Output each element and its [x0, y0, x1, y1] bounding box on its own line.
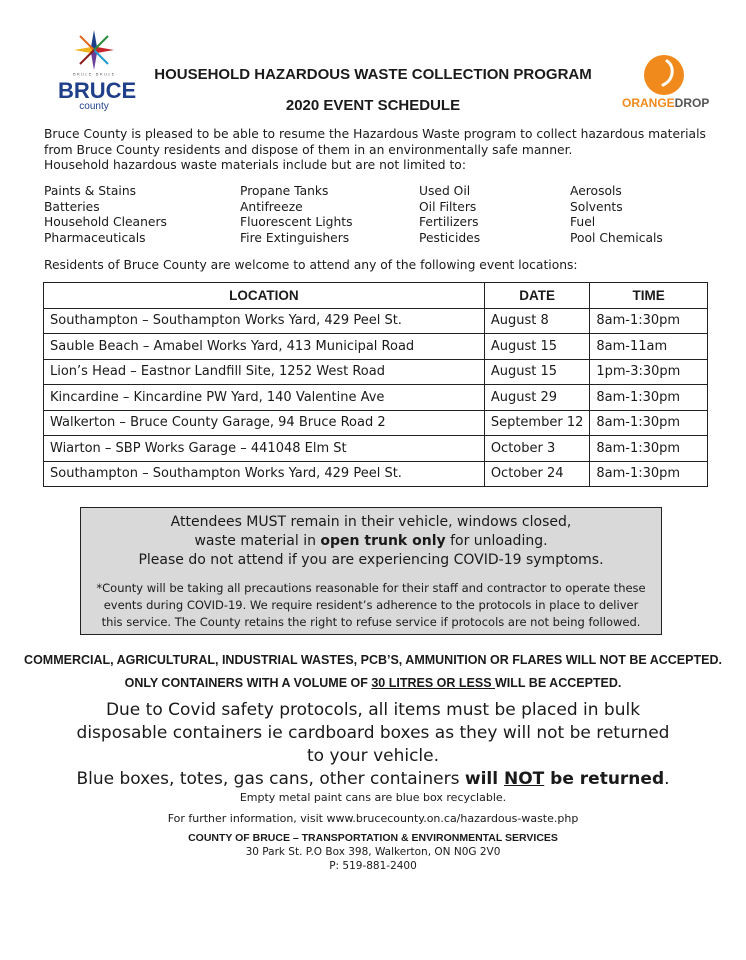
cell-time: 8am-1:30pm [590, 461, 708, 487]
col-header-location: LOCATION [44, 283, 485, 309]
table-row [44, 308, 708, 334]
table-row [44, 334, 708, 360]
fine-line: this service. The County retains the right to refuse service if protocols are not being followed. [101, 615, 641, 629]
col-header-time: TIME [590, 283, 708, 309]
more-info-text: For further information, visit www.brucecounty.on.ca/hazardous-waste.php [167, 812, 579, 825]
cell-date: October 3 [484, 436, 590, 462]
cell-location: Kincardine – Kincardine PW Yard, 140 Valentine Ave [44, 385, 485, 411]
warning-text: WILL BE ACCEPTED. [495, 676, 622, 690]
cell-location: Southampton – Southampton Works Yard, 429 Peel St. [44, 308, 485, 334]
notice-text: . [664, 769, 670, 789]
intro-line: from Bruce County residents and dispose of them in an environmentally safe manner. [44, 142, 573, 157]
notice-main [81, 513, 661, 570]
cell-location: Sauble Beach – Amabel Works Yard, 413 Municipal Road [44, 334, 485, 360]
material-item: Fire Extinguishers [240, 230, 350, 245]
cell-time: 8am-1:30pm [590, 410, 708, 436]
material-item: Solvents [570, 199, 623, 214]
address-text: 30 Park St. P.O Box 398, Walkerton, ON N0G 2V0 [245, 846, 501, 858]
cell-date: September 12 [484, 410, 590, 436]
covid-notice-box [80, 507, 662, 635]
welcome-text: Residents of Bruce County are welcome to attend any of the following event locations: [44, 258, 578, 272]
material-item: Pesticides [419, 230, 481, 245]
event-schedule-table [43, 282, 708, 487]
col-header-date: DATE [484, 283, 590, 309]
material-item: Pharmaceuticals [44, 230, 146, 245]
not-accepted-warning: COMMERCIAL, AGRICULTURAL, INDUSTRIAL WASTES, PCB’S, AMMUNITION OR FLARES WILL NOT BE ACCEPTED. [24, 653, 722, 667]
bruce-seal-text: ᴮᴿᵁᶜᴱ ᴮᴿᵁᶜᴱ [72, 72, 116, 80]
cell-location: Wiarton – SBP Works Garage – 441048 Elm St [44, 436, 485, 462]
page-title: HOUSEHOLD HAZARDOUS WASTE COLLECTION PROGRAM [154, 66, 592, 83]
materials-column [44, 184, 167, 246]
covid-line: Due to Covid safety protocols, all items must be placed in bulk [105, 700, 641, 720]
material-item: Batteries [44, 199, 100, 214]
cell-time: 8am-1:30pm [590, 385, 708, 411]
department-name: COUNTY OF BRUCE – TRANSPORTATION & ENVIRONMENTAL SERVICES [188, 832, 558, 844]
notice-text: Blue boxes, totes, gas cans, other containers [76, 769, 465, 789]
cell-date: August 29 [484, 385, 590, 411]
table-row [44, 461, 708, 487]
cell-location: Walkerton – Bruce County Garage, 94 Bruce Road 2 [44, 410, 485, 436]
notice-line [81, 532, 661, 551]
intro-line: Household hazardous waste materials include but are not limited to: [44, 158, 466, 172]
table-row [44, 359, 708, 385]
notice-bold: be returned [544, 769, 665, 789]
notice-fine-print [81, 580, 661, 631]
material-item: Paints & Stains [44, 184, 137, 198]
materials-column [570, 184, 663, 246]
material-item: Used Oil [419, 184, 471, 198]
warning-underlined: 30 LITRES OR LESS [371, 676, 495, 690]
page-subtitle: 2020 EVENT SCHEDULE [285, 97, 461, 114]
bruce-logo-name: BRUCE [58, 78, 137, 103]
cell-time: 8am-11am [590, 334, 708, 360]
notice-bold-underlined: NOT [503, 769, 545, 789]
bruce-logo-sub: county [79, 101, 109, 112]
cell-location: Lion’s Head – Eastnor Landfill Site, 1252 West Road [44, 359, 485, 385]
intro-line: Bruce County is pleased to be able to resume the Hazardous Waste program to collect hazardous materials [44, 127, 706, 141]
material-item: Aerosols [570, 184, 622, 198]
notice-emphasis: open trunk only [320, 533, 446, 549]
orangedrop-text-drop: DROP [674, 96, 710, 110]
cell-time: 1pm-3:30pm [590, 359, 708, 385]
notice-bold: will [464, 769, 504, 789]
materials-column [419, 184, 480, 246]
fine-line: *County will be taking all precautions reasonable for their staff and contractor to operate these [96, 581, 646, 595]
table-row [44, 436, 708, 462]
orangedrop-text-orange: ORANGE [622, 96, 675, 110]
not-returned-notice [0, 768, 746, 790]
material-item: Fertilizers [419, 215, 479, 229]
material-item: Oil Filters [419, 199, 477, 214]
covid-line: to your vehicle. [306, 746, 440, 766]
cell-date: October 24 [484, 461, 590, 487]
cell-date: August 15 [484, 334, 590, 360]
material-item: Fluorescent Lights [240, 215, 353, 229]
material-item: Propane Tanks [240, 184, 329, 198]
warning-text: ONLY CONTAINERS WITH A VOLUME OF [124, 676, 372, 690]
material-item: Pool Chemicals [570, 230, 663, 245]
notice-line: Attendees MUST remain in their vehicle, windows closed, [170, 514, 572, 530]
cell-time: 8am-1:30pm [590, 308, 708, 334]
fine-line: events during COVID-19. We require resident’s adherence to the protocols in place to deliver [103, 598, 639, 612]
container-volume-warning [0, 676, 746, 690]
cell-time: 8am-1:30pm [590, 436, 708, 462]
table-row [44, 410, 708, 436]
material-item: Fuel [570, 215, 596, 229]
notice-text: waste material in [194, 533, 321, 549]
notice-line: Please do not attend if you are experiencing COVID-19 symptoms. [138, 552, 604, 568]
materials-column [240, 184, 353, 246]
cell-date: August 15 [484, 359, 590, 385]
recycle-note: Empty metal paint cans are blue box recyclable. [239, 791, 507, 804]
table-row [44, 385, 708, 411]
intro-paragraph [44, 127, 724, 174]
covid-containers-notice [0, 699, 746, 768]
covid-line: disposable containers ie cardboard boxes as they will not be returned [76, 723, 670, 743]
material-item: Household Cleaners [44, 215, 167, 229]
phone-text: P: 519-881-2400 [329, 860, 417, 872]
cell-date: August 8 [484, 308, 590, 334]
cell-location: Southampton – Southampton Works Yard, 429 Peel St. [44, 461, 485, 487]
table-header-row [44, 283, 708, 309]
notice-text: for unloading. [445, 533, 548, 549]
material-item: Antifreeze [240, 199, 303, 214]
